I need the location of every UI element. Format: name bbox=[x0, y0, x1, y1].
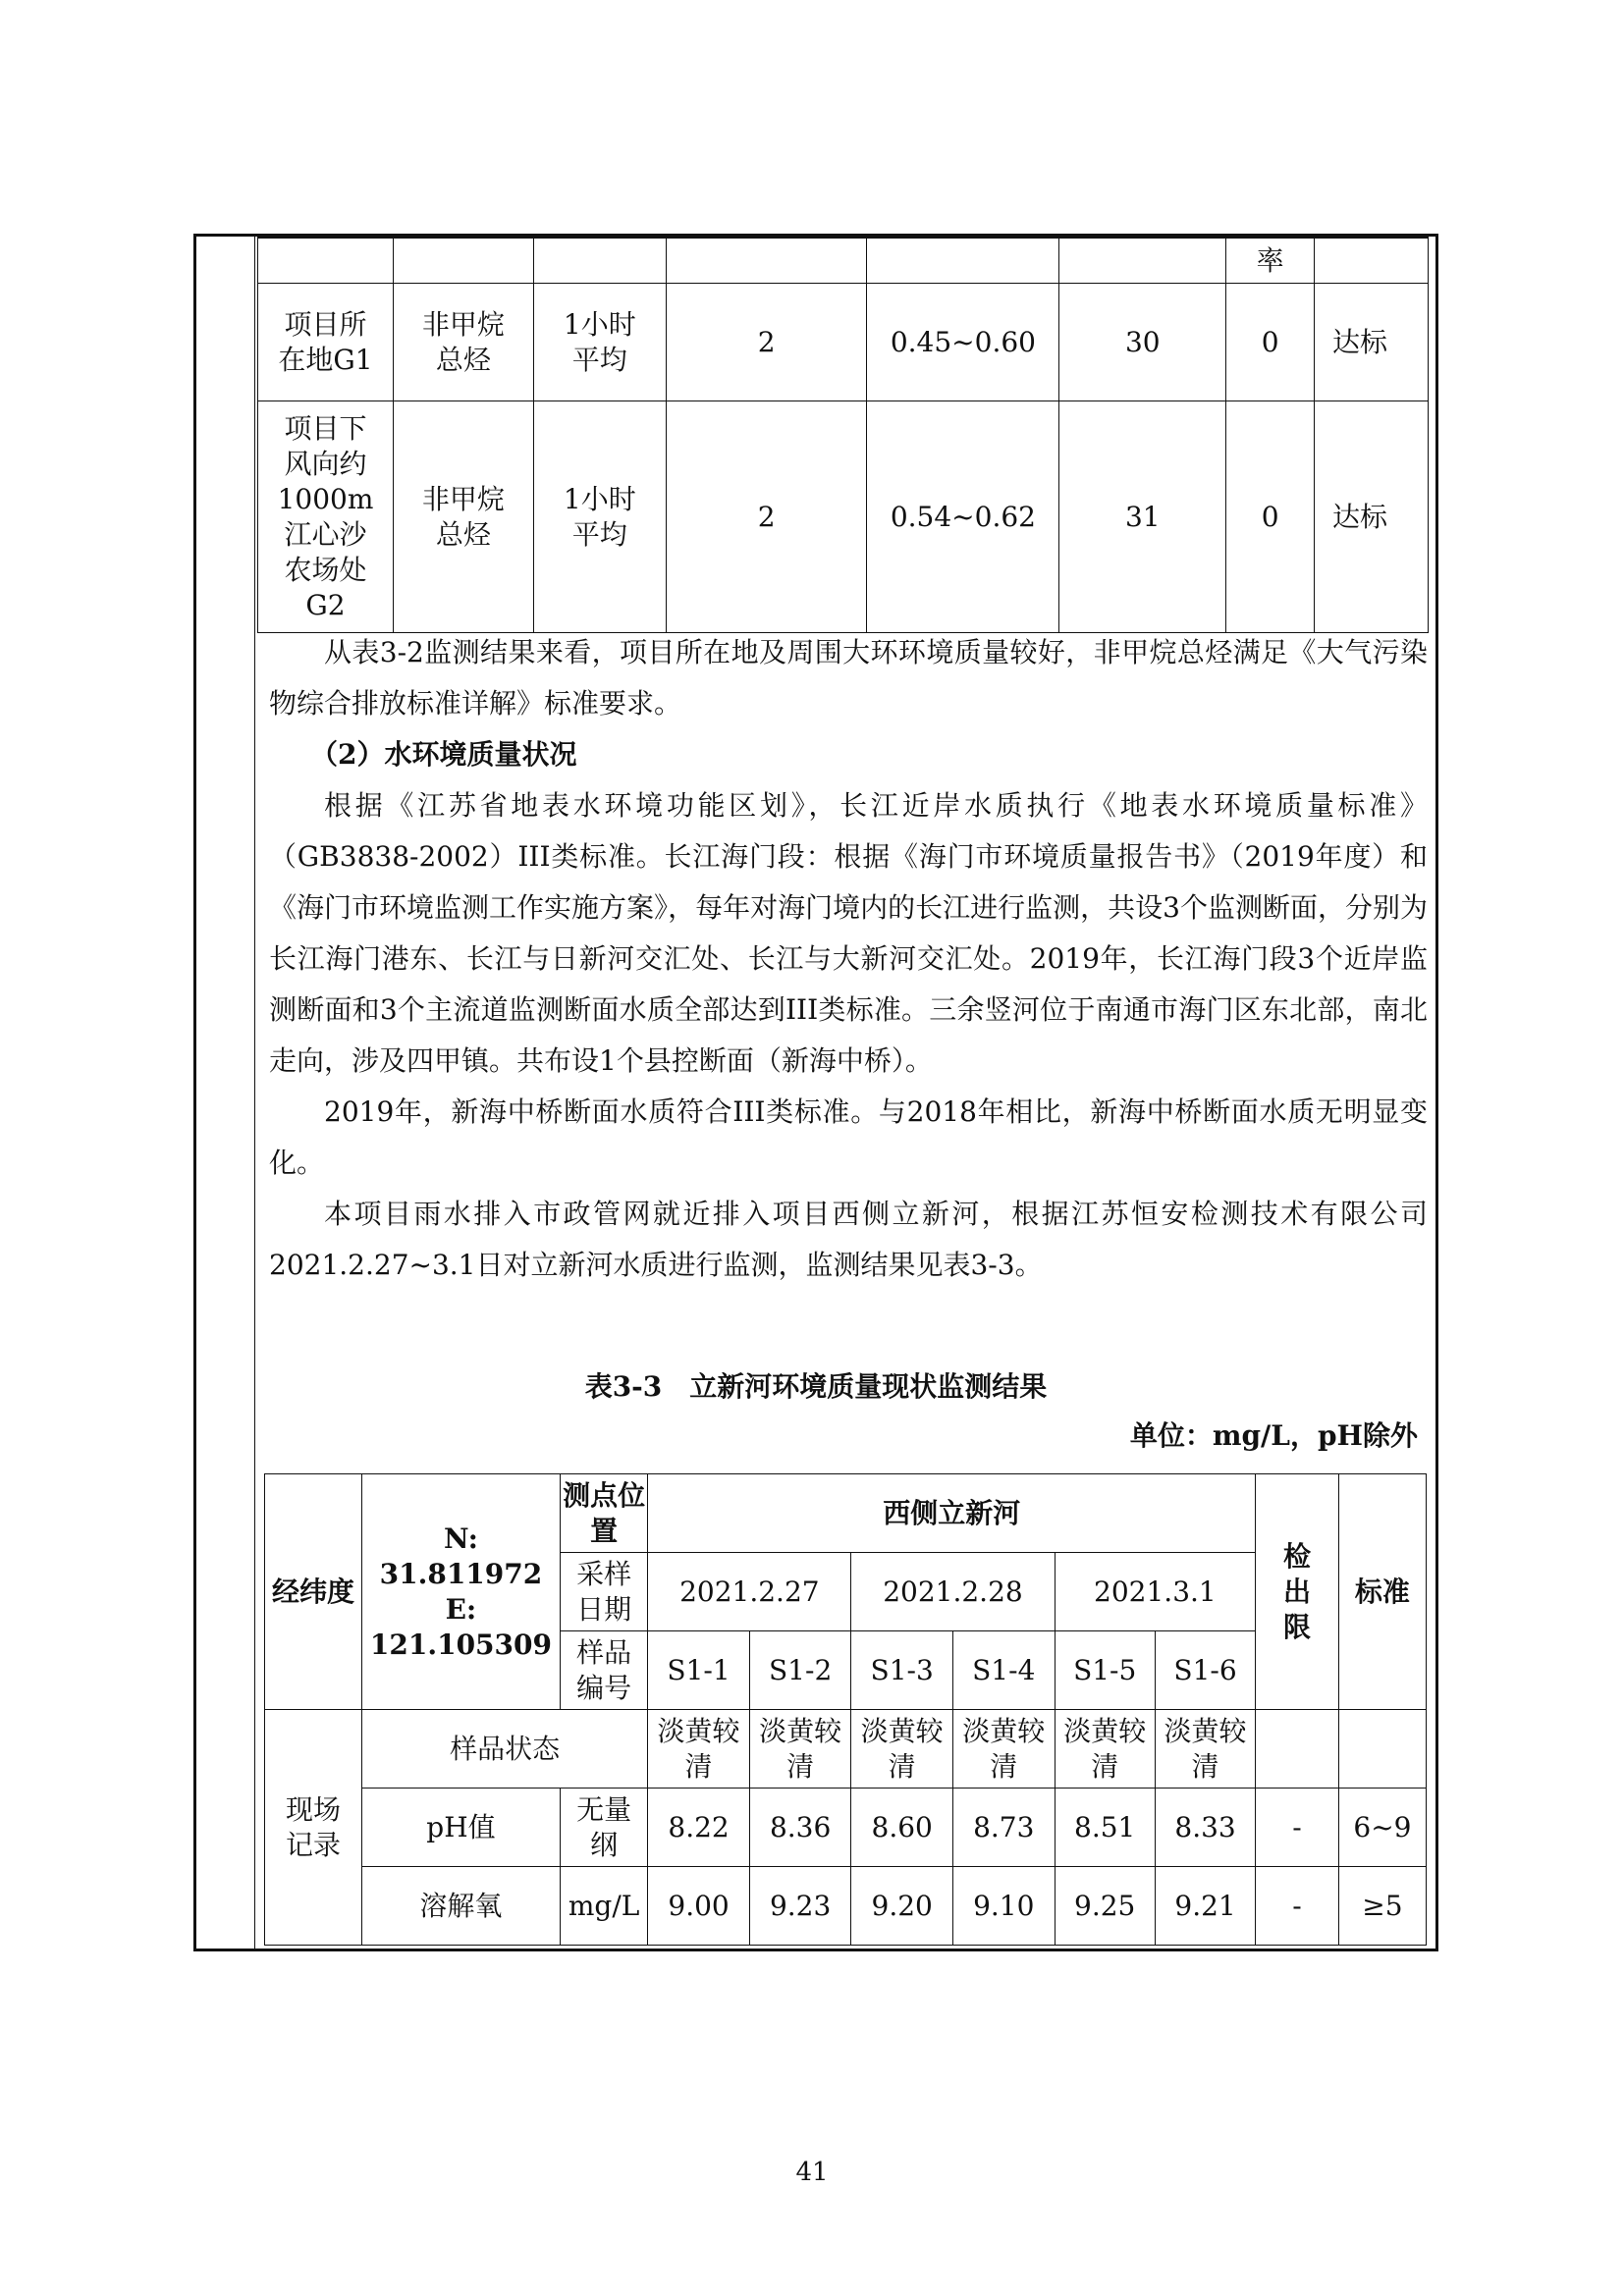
table-row bbox=[258, 238, 1429, 284]
limit-cell: - bbox=[1256, 1789, 1339, 1867]
sample-cell: S1-4 bbox=[952, 1631, 1055, 1710]
range-cell: 0.54~0.62 bbox=[867, 401, 1059, 633]
paragraph: 本项目雨水排入市政管网就近排入项目西侧立新河，根据江苏恒安检测技术有限公司2021.2.27~3.1日对立新河水质进行监测，监测结果见表3-3。 bbox=[269, 1198, 1428, 1281]
date-cell: 2021.2.28 bbox=[851, 1553, 1055, 1631]
result-cell: 达标 bbox=[1315, 401, 1429, 633]
param-unit: 无量纲 bbox=[560, 1789, 647, 1867]
samples-cell: 2 bbox=[666, 284, 867, 401]
state-cell: 淡黄较清 bbox=[1055, 1710, 1155, 1789]
state-cell: 淡黄较清 bbox=[749, 1710, 851, 1789]
body-text bbox=[269, 627, 1428, 1291]
sample-cell: S1-2 bbox=[749, 1631, 851, 1710]
state-label: 样品状态 bbox=[361, 1710, 647, 1789]
value-cell: 9.00 bbox=[648, 1867, 750, 1946]
date-cell: 2021.3.1 bbox=[1055, 1553, 1256, 1631]
table-row bbox=[258, 284, 1429, 401]
coord-label: 经纬度 bbox=[265, 1474, 362, 1710]
value-cell: 8.22 bbox=[648, 1789, 750, 1867]
factor-cell: 非甲烷总烃 bbox=[393, 284, 533, 401]
period-cell: 1小时平均 bbox=[533, 284, 666, 401]
param-name: pH值 bbox=[361, 1789, 560, 1867]
value-cell: 8.36 bbox=[749, 1789, 851, 1867]
state-cell: 淡黄较清 bbox=[648, 1710, 750, 1789]
unit-note: 单位：mg/L，pH除外 bbox=[1129, 1419, 1418, 1452]
table-row bbox=[265, 1789, 1427, 1867]
sample-cell: S1-3 bbox=[851, 1631, 953, 1710]
value-cell: 9.25 bbox=[1055, 1867, 1155, 1946]
loc-label: 测点位置 bbox=[560, 1474, 647, 1553]
header-fragment: 率 bbox=[1226, 238, 1315, 284]
table-row bbox=[265, 1710, 1427, 1789]
value-cell: 9.20 bbox=[851, 1867, 953, 1946]
field-label: 现场记录 bbox=[265, 1710, 362, 1946]
value-cell: 9.10 bbox=[952, 1867, 1055, 1946]
value-cell: 8.73 bbox=[952, 1789, 1055, 1867]
exceed-cell: 0 bbox=[1226, 284, 1315, 401]
value-cell: 8.51 bbox=[1055, 1789, 1155, 1867]
sample-cell: S1-6 bbox=[1155, 1631, 1255, 1710]
paragraph: 根据《江苏省地表水环境功能区划》，长江近岸水质执行《地表水环境质量标准》（GB3838-2002）III类标准。长江海门段：根据《海门市环境质量报告书》（2019年度）和《海门市环境监测工作实施方案》，每年对海门境内的长江进行监测，共设3个监测断面，分别为长江海门港东、长江与日新河交汇处、长江与大新河交汇处。2019年，长江海门段3个近岸监测断面和3个主流道监测断面水质全部达到III类标准。三余竖河位于南通市海门区东北部，南北走向，涉及四甲镇。共布设1个县控断面（新海中桥）。 bbox=[269, 789, 1428, 1077]
page-number: 41 bbox=[795, 2158, 829, 2187]
page-frame bbox=[193, 234, 1438, 1951]
std-cell: 6~9 bbox=[1338, 1789, 1426, 1867]
site-cell: 项目所在地G1 bbox=[258, 284, 394, 401]
left-margin-line bbox=[254, 237, 255, 1949]
state-cell: 淡黄较清 bbox=[1155, 1710, 1255, 1789]
value-cell: 8.60 bbox=[851, 1789, 953, 1867]
water-quality-table bbox=[264, 1473, 1427, 1946]
date-label: 采样日期 bbox=[560, 1553, 647, 1631]
loc-value: 西侧立新河 bbox=[648, 1474, 1256, 1553]
value-cell: 9.23 bbox=[749, 1867, 851, 1946]
table-row bbox=[265, 1867, 1427, 1946]
range-cell: 0.45~0.60 bbox=[867, 284, 1059, 401]
table-row bbox=[258, 401, 1429, 633]
paragraph: 2019年，新海中桥断面水质符合III类标准。与2018年相比，新海中桥断面水质无明显变化。 bbox=[269, 1095, 1428, 1179]
max-pct-cell: 30 bbox=[1059, 284, 1226, 401]
std-cell: ≥5 bbox=[1338, 1867, 1426, 1946]
state-cell: 淡黄较清 bbox=[952, 1710, 1055, 1789]
limit-header: 检出限 bbox=[1256, 1474, 1339, 1710]
date-cell: 2021.2.27 bbox=[648, 1553, 851, 1631]
air-quality-table bbox=[257, 237, 1429, 633]
std-header: 标准 bbox=[1338, 1474, 1426, 1710]
value-cell: 8.33 bbox=[1155, 1789, 1255, 1867]
limit-cell: - bbox=[1256, 1867, 1339, 1946]
table-caption: 表3-3 立新河环境质量现状监测结果 bbox=[584, 1370, 1048, 1403]
sample-cell: S1-5 bbox=[1055, 1631, 1155, 1710]
period-cell: 1小时平均 bbox=[533, 401, 666, 633]
sample-label: 样品编号 bbox=[560, 1631, 647, 1710]
param-name: 溶解氧 bbox=[361, 1867, 560, 1946]
samples-cell: 2 bbox=[666, 401, 867, 633]
coord-value: N: 31.811972 E: 121.105309 bbox=[361, 1474, 560, 1710]
table-row bbox=[265, 1474, 1427, 1553]
value-cell: 9.21 bbox=[1155, 1867, 1255, 1946]
factor-cell: 非甲烷总烃 bbox=[393, 401, 533, 633]
sample-cell: S1-1 bbox=[648, 1631, 750, 1710]
exceed-cell: 0 bbox=[1226, 401, 1315, 633]
site-cell: 项目下风向约1000m江心沙农场处G2 bbox=[258, 401, 394, 633]
result-cell: 达标 bbox=[1315, 284, 1429, 401]
max-pct-cell: 31 bbox=[1059, 401, 1226, 633]
param-unit: mg/L bbox=[560, 1867, 647, 1946]
state-cell: 淡黄较清 bbox=[851, 1710, 953, 1789]
section-heading: （2）水环境质量状况 bbox=[310, 738, 577, 771]
paragraph: 从表3-2监测结果来看，项目所在地及周围大环环境质量较好，非甲烷总烃满足《大气污染物综合排放标准详解》标准要求。 bbox=[269, 636, 1428, 720]
